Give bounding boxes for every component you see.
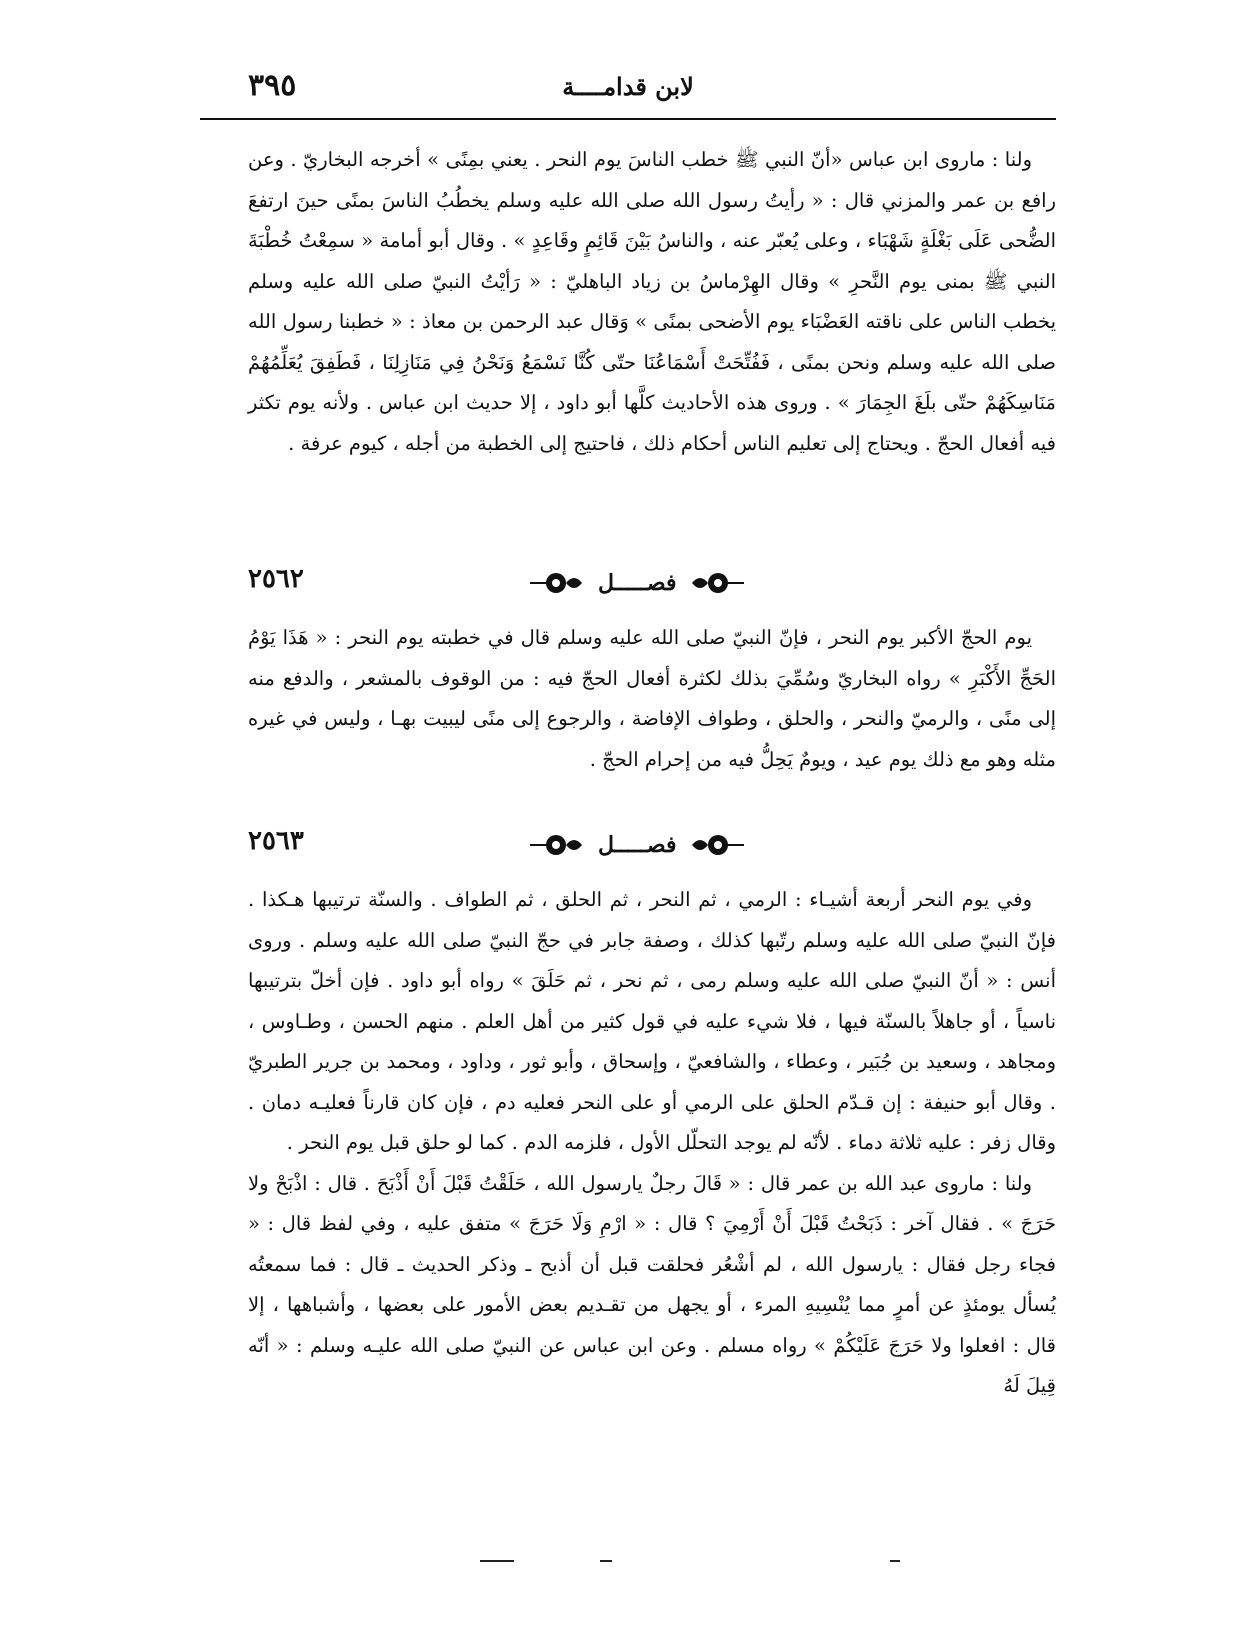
section-paragraph: يوم الحجّ الأكبر يوم النحر ، فإنّ النبيّ صلى الله عليه وسلم قال في خطبته يوم النحر : « هَذَا يَوْمُ الحَجِّ الأَكْبَرِ » رواه البخاريّ وسُمِّيَ بذلك لكثرة أفعال الحجّ فيه : من الوقوف بالمشعر ، والدفع منه إلى منًى ، والرميّ والنحر ، والحلق ، وطواف الإفاضة ، والرجوع إلى منًى ليبيت بهـا ، وليس في غيره مثله وهو مع ذلك يوم عيد ، ويومٌ يَحِلُّ فيه من إحرام الحجّ . bbox=[248, 626, 1056, 771]
section-heading-2563 bbox=[248, 822, 1056, 866]
running-title: لابن قدامــــة bbox=[562, 72, 694, 101]
section-number: ٢٥٦٣ bbox=[248, 826, 304, 856]
section-number: ٢٥٦٢ bbox=[248, 564, 304, 594]
fleuron-right-icon bbox=[690, 569, 746, 597]
page-number: ٣٩٥ bbox=[248, 68, 297, 103]
intro-paragraph: ولنا : ماروى ابن عباس «أنّ النبي ﷺ خطب الناسَ يوم النحر . يعني بمِنًى » أخرجه البخاريّ . وعن رافع بن عمر والمزني قال : « رأيتُ رسول الله صلى الله عليه وسلم يخطُبُ الناسَ بمنًى حينَ ارتفعَ الضُّحى عَلَى بَغْلَةٍ شَهْبَاء ، وعلى يُعبّر عنه ، والناسُ بَيْنَ قَائِمٍ وقَاعِدٍ » . وقال أبو أمامة « سمِعْتُ خُطْبَةَ النبي ﷺ بمنى يوم النَّحرِ » وقال الهِرْماسُ بن زياد الباهليّ : « رَأيْتُ النبيّ صلى الله عليه وسلم يخطب الناس على ناقته العَضْبَاء يوم الأضحى بمنًى » وَقال عبد الرحمن بن معاذ : « خطبنا رسول الله صلى الله عليه وسلم ونحن بمنًى ، فَفُتِّحَتْ أَسْمَاعُنَا حتّى كُنَّا نَسْمَعُ وَنَحْنُ فِي مَنَازِلِنَا ، فَطَفِقَ يُعَلِّمُهُمْ مَنَاسِكَهُمْ حتّى بلَغَ الجِمَارَ » . وروى هذه الأحاديث كلَّها أبو داود ، إلا حديث ابن عباس . ولأنه يوم تكثر فيه أفعال الحجّ . ويحتاج إلى تعليم الناس أحكام ذلك ، فاحتيج إلى الخطبة من أجله ، كيوم عرفة . bbox=[248, 148, 1056, 455]
footer-scan-marks bbox=[470, 1560, 950, 1580]
fleuron-left-icon bbox=[528, 569, 584, 597]
scan-mark bbox=[890, 1560, 900, 1562]
section-title: فصـــــل bbox=[598, 832, 677, 858]
section-paragraph: ولنا : ماروى عبد الله بن عمر قال : « قَالَ رجلٌ يارسول الله ، حَلَقْتُ قَبْلَ أَنْ أَذْبَحَ . قال : اذْبَحْ ولا حَرَجَ » . فقال آخر : ذَبَحْتُ قَبْلَ أَنْ أَرْمِيَ ؟ قال : « ارْمِ وَلَا حَرَجَ » متفق عليه ، وفي لفظ قال : « فجاء رجل فقال : يارسول الله ، لم أشْعُر فحلقت قبل أن أذبح ـ وذكر الحديث ـ قال : فما سمعتُه يُسأل يومئذٍ عن أمرٍ مما يُنْسِيهِ المرء ، أو يجهل من تقـديم بعض الأمور على بعضها ، وأشباهها ، إلا قال : افعلوا ولا حَرَجَ عَلَيْكُمْ » رواه مسلم . وعن ابن عباس عن النبيّ صلى الله عليـه وسلم : « أنّه قِيلَ لَهُ bbox=[248, 1171, 1056, 1397]
scan-mark bbox=[480, 1560, 514, 1562]
section-title: فصـــــل bbox=[598, 570, 677, 596]
section-body-2562 bbox=[248, 618, 1056, 780]
section-paragraph: وفي يوم النحر أربعة أشيـاء : الرمي ، ثم النحر ، ثم الحلق ، ثم الطواف . والسنّة ترتيبها هـكذا . فإنّ النبيّ صلى الله عليه وسلم رتّبها كذلك ، وصفة جابر في حجّ النبيّ صلى الله عليه وسلم . وروى أنس : « أنّ النبيّ صلى الله عليه وسلم رمى ، ثم نحر ، ثم حَلَقَ » رواه أبو داود . فإن أخلّ بترتيبها ناسياً ، أو جاهلاً بالسنّة فيها ، فلا شيء عليه في قول كثير من أهل العلم . منهم الحسن ، وطـاوس ، ومجاهد ، وسعيد بن جُبَير ، وعطاء ، والشافعيّ ، وإسحاق ، وأبو ثور ، وداود ، ومحمد بن جرير الطبريّ . وقال أبو حنيفة : إن قـدّم الحلق على الرمي أو على النحر فعليه دم ، فإن كان قارناً فعليـه دمان . وقال زفر : عليه ثلاثة دماء . لأنّه لم يوجد التحلّل الأول ، فلزمه الدم . كما لو حلق قبل يوم النحر . bbox=[248, 888, 1056, 1154]
fleuron-right-icon bbox=[690, 831, 746, 859]
scan-mark bbox=[600, 1560, 612, 1562]
section-body-2563 bbox=[248, 880, 1056, 1407]
section-ornament bbox=[528, 828, 746, 862]
section-ornament bbox=[528, 566, 746, 600]
section-heading-2562 bbox=[248, 560, 1056, 604]
intro-block bbox=[248, 140, 1056, 464]
fleuron-left-icon bbox=[528, 831, 584, 859]
page-header bbox=[200, 60, 1056, 120]
